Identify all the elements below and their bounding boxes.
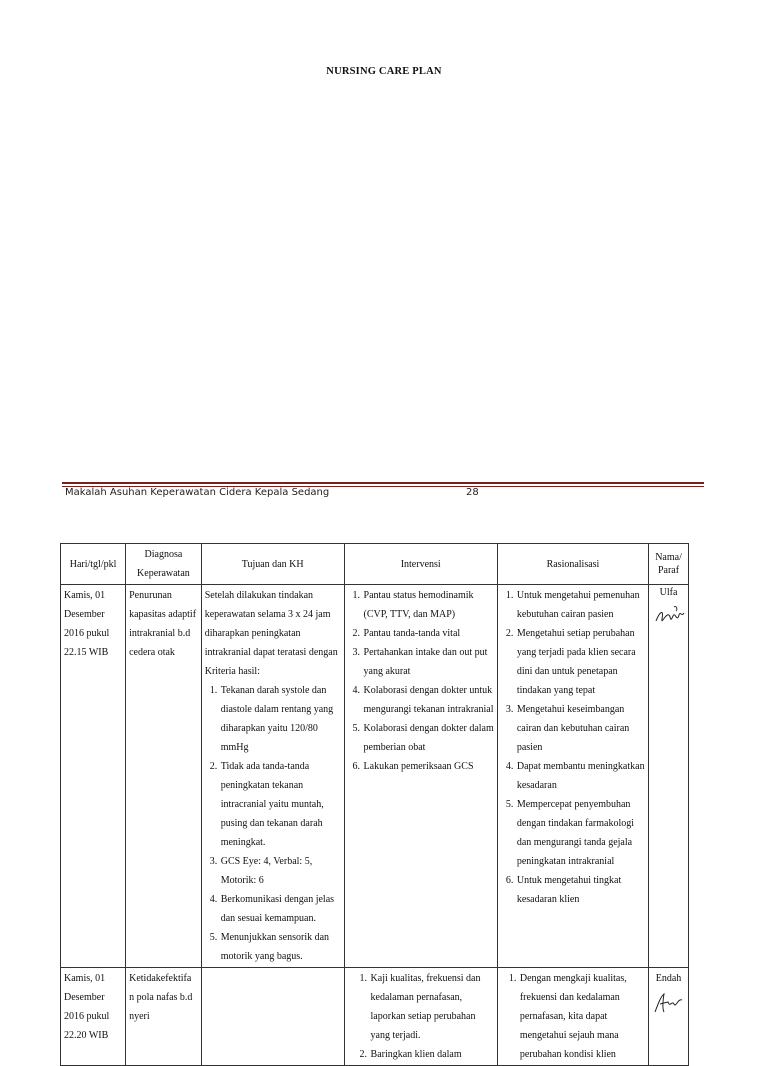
- rationale-item: 6. Untuk mengetahui tingkat kesadaran klien: [516, 871, 645, 909]
- intervention-list: [348, 586, 494, 776]
- row-intervention: [344, 968, 497, 1066]
- goal-item: 2. Tidak ada tanda-tanda peningkatan tekanan intracranial yaitu muntah, pusing dan tekanan darah meningkat.: [220, 757, 341, 852]
- header-goal: Tujuan dan KH: [201, 544, 344, 585]
- rationale-item: 2. Mengetahui setiap perubahan yang terjadi pada klien secara dini dan untuk penetapan tindakan yang tepat: [516, 624, 645, 700]
- rationale-list: [501, 969, 645, 1064]
- goal-list: [205, 681, 341, 966]
- nurse-name: Endah: [655, 973, 682, 984]
- header-rationale: Rasionalisasi: [497, 544, 648, 585]
- header-intervention: Intervensi: [344, 544, 497, 585]
- footer-text: Makalah Asuhan Keperawatan Cidera Kepala Sedang: [65, 487, 330, 498]
- row-intervention: [344, 585, 497, 968]
- intervention-item: 1. Pantau status hemodinamik (CVP, TTV, dan MAP): [363, 586, 494, 624]
- page-title: NURSING CARE PLAN: [326, 66, 442, 77]
- rationale-item: 1. Dengan mengkaji kualitas, frekuensi dan kedalaman pernafasan, kita dapat mengetahui sejauh mana perubahan kondisi klien: [519, 969, 645, 1064]
- goal-item: 4. Berkomunikasi dengan jelas dan sesuai kemampuan.: [220, 890, 341, 928]
- row-rationale: [497, 585, 648, 968]
- goal-intro: Setelah dilakukan tindakan keperawatan selama 3 x 24 jam diharapkan peningkatan intrakranial dapat teratasi dengan Kriteria hasil:: [204, 590, 338, 677]
- header-diagnosis: Diagnosa Keperawatan: [126, 544, 202, 585]
- rationale-item: 3. Mengetahui keseimbangan cairan dan kebutuhan cairan pasien: [516, 700, 645, 757]
- signature-icon: [652, 990, 688, 1016]
- header-nurse: Nama/ Paraf: [649, 544, 689, 585]
- row-diagnosis: Penurunan kapasitas adaptif intrakranial b.d cedera otak: [126, 585, 202, 968]
- intervention-item: 1. Kaji kualitas, frekuensi dan kedalaman pernafasan, laporkan setiap perubahan yang terjadi.: [370, 969, 494, 1045]
- row-diagnosis: Ketidakefektifa n pola nafas b.d nyeri: [126, 968, 202, 1066]
- row-date: Kamis, 01 Desember 2016 pukul 22.20 WIB: [61, 968, 126, 1066]
- intervention-item: 2. Baringkan klien dalam: [370, 1045, 494, 1064]
- nursing-care-table: [60, 543, 689, 1066]
- table-row: [61, 968, 689, 1066]
- row-nurse: [649, 585, 689, 968]
- rationale-item: 1. Untuk mengetahui pemenuhan kebutuhan cairan pasien: [516, 586, 645, 624]
- intervention-item: 2. Pantau tanda-tanda vital: [363, 624, 494, 643]
- row-rationale: [497, 968, 648, 1066]
- row-nurse: [649, 968, 689, 1066]
- signature-icon: [652, 601, 688, 631]
- header-date: Hari/tgl/pkl: [61, 544, 126, 585]
- rationale-list: [501, 586, 645, 909]
- intervention-item: 5. Kolaborasi dengan dokter dalam pemberian obat: [363, 719, 494, 757]
- goal-item: 3. GCS Eye: 4, Verbal: 5, Motorik: 6: [220, 852, 341, 890]
- intervention-item: 3. Pertahankan intake dan out put yang akurat: [363, 643, 494, 681]
- intervention-item: 6. Lakukan pemeriksaan GCS: [363, 757, 494, 776]
- intervention-list: [348, 969, 494, 1064]
- row-date: Kamis, 01 Desember 2016 pukul 22.15 WIB: [61, 585, 126, 968]
- goal-item: 5. Menunjukkan sensorik dan motorik yang bagus.: [220, 928, 341, 966]
- table-row: [61, 585, 689, 968]
- table-header-row: [61, 544, 689, 585]
- nurse-name: Ulfa: [659, 587, 678, 598]
- rationale-item: 5. Mempercepat penyembuhan dengan tindakan farmakologi dan mengurangi tanda gejala peningkatan intrakranial: [516, 795, 645, 871]
- intervention-item: 4. Kolaborasi dengan dokter untuk mengurangi tekanan intrakranial: [363, 681, 494, 719]
- footer-rule: [62, 482, 704, 484]
- rationale-item: 4. Dapat membantu meningkatkan kesadaran: [516, 757, 645, 795]
- page-number: 28: [466, 487, 479, 498]
- goal-item: 1. Tekanan darah systole dan diastole dalam rentang yang diharapkan yaitu 120/80 mmHg: [220, 681, 341, 757]
- row-goal: [201, 968, 344, 1066]
- row-goal: [201, 585, 344, 968]
